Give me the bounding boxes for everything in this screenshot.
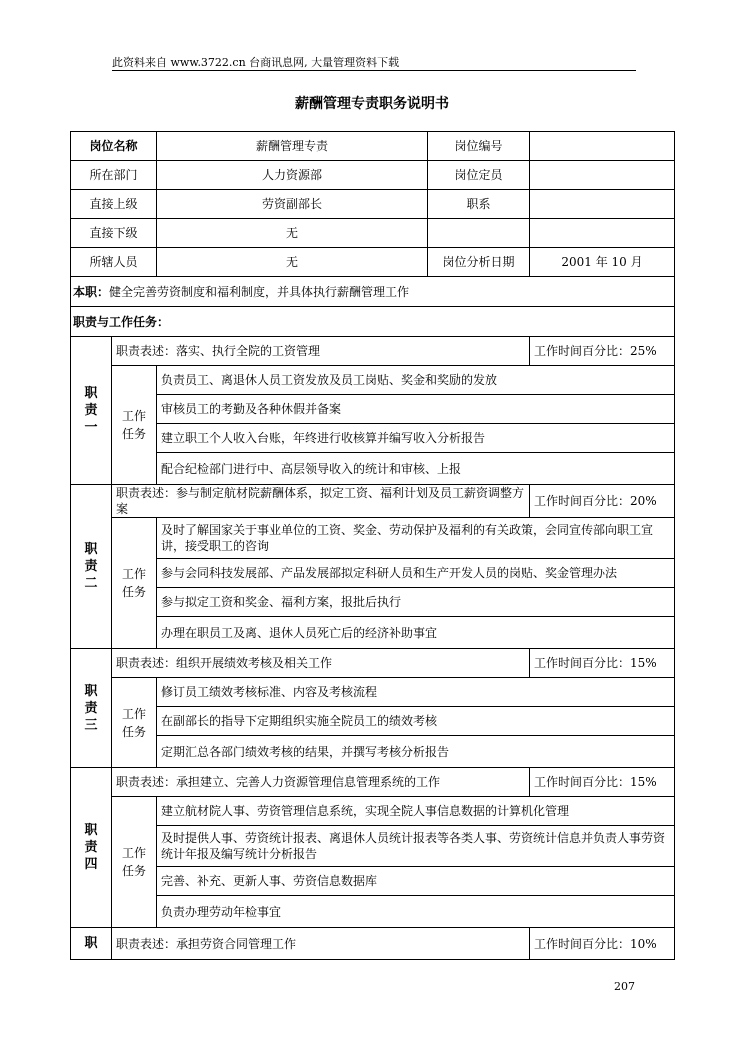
job-description-table — [70, 131, 675, 960]
duty-4-time-pct: 工作时间百分比：15% — [530, 768, 675, 797]
empty-cell — [428, 219, 530, 248]
duty-1-time-pct: 工作时间百分比：25% — [530, 337, 675, 366]
duty-2-task-3: 参与拟定工资和奖金、福利方案，报批后执行 — [157, 588, 675, 617]
duty-4-task-3: 完善、补充、更新人事、劳资信息数据库 — [157, 867, 675, 896]
duty-2-task-label: 工作 任务 — [112, 518, 157, 649]
analysis-date-value: 2001 年 10 月 — [530, 248, 675, 277]
duty-5-statement: 职责表述：承担劳资合同管理工作 — [112, 928, 530, 960]
duty-2-label: 职 责 二 — [71, 485, 112, 649]
duty-5-label: 职 — [71, 928, 112, 960]
document-title: 薪酬管理专责职务说明书 — [295, 96, 449, 112]
superior-label: 直接上级 — [71, 190, 157, 219]
duty-4-statement: 职责表述：承担建立、完善人力资源管理信息管理系统的工作 — [112, 768, 530, 797]
responsibilities-heading: 职责与工作任务： — [71, 307, 675, 337]
duty-3-task-2: 在副部长的指导下定期组织实施全院员工的绩效考核 — [157, 707, 675, 736]
duty-4-task-2: 及时提供人事、劳资统计报表、离退休人员统计报表等各类人事、劳资统计信息并负责人事劳资统计年报及编写统计分析报告 — [157, 826, 675, 867]
duty-1-task-4: 配合纪检部门进行中、高层领导收入的统计和审核、上报 — [157, 453, 675, 485]
duty-summary-row — [71, 277, 675, 307]
header-rule — [112, 70, 636, 71]
duty-2-task-2: 参与会同科技发展部、产品发展部拟定科研人员和生产开发人员的岗贴、奖金管理办法 — [157, 559, 675, 588]
subordinate-label: 直接下级 — [71, 219, 157, 248]
empty-cell — [530, 219, 675, 248]
post-no-label: 岗位编号 — [428, 132, 530, 161]
duty-1-task-2: 审核员工的考勤及各种休假并备案 — [157, 395, 675, 424]
duty-3-task-3: 定期汇总各部门绩效考核的结果，并撰写考核分析报告 — [157, 736, 675, 768]
series-value — [530, 190, 675, 219]
superior-value: 劳资副部长 — [157, 190, 428, 219]
duty-summary-label: 本职： — [73, 284, 110, 299]
quota-value — [530, 161, 675, 190]
duty-5-time-pct: 工作时间百分比：10% — [530, 928, 675, 960]
duty-2-task-4: 办理在职员工及离、退休人员死亡后的经济补助事宜 — [157, 617, 675, 649]
duty-1-label: 职 责 一 — [71, 337, 112, 485]
duty-1-task-1: 负责员工、离退休人员工资发放及员工岗贴、奖金和奖励的发放 — [157, 366, 675, 395]
duty-4-task-4: 负责办理劳动年检事宜 — [157, 896, 675, 928]
source-header: 此资料来自 www.3722.cn 台商讯息网, 大量管理资料下载 — [112, 56, 400, 69]
duty-3-time-pct: 工作时间百分比：15% — [530, 649, 675, 678]
post-name-value: 薪酬管理专责 — [157, 132, 428, 161]
post-no-value — [530, 132, 675, 161]
staff-label: 所辖人员 — [71, 248, 157, 277]
duty-summary-text: 健全完善劳资制度和福利制度，并具体执行薪酬管理工作 — [109, 284, 410, 299]
duty-3-label: 职 责 三 — [71, 649, 112, 768]
post-name-label: 岗位名称 — [71, 132, 157, 161]
duty-2-time-pct: 工作时间百分比：20% — [530, 485, 675, 518]
duty-3-task-1: 修订员工绩效考核标准、内容及考核流程 — [157, 678, 675, 707]
dept-value: 人力资源部 — [157, 161, 428, 190]
series-label: 职系 — [428, 190, 530, 219]
duty-3-statement: 职责表述：组织开展绩效考核及相关工作 — [112, 649, 530, 678]
dept-label: 所在部门 — [71, 161, 157, 190]
staff-value: 无 — [157, 248, 428, 277]
duty-4-label: 职 责 四 — [71, 768, 112, 928]
duty-1-task-3: 建立职工个人收入台账，年终进行收核算并编写收入分析报告 — [157, 424, 675, 453]
duty-4-task-1: 建立航材院人事、劳资管理信息系统，实现全院人事信息数据的计算机化管理 — [157, 797, 675, 826]
duty-1-task-label: 工作 任务 — [112, 366, 157, 485]
duty-3-task-label: 工作 任务 — [112, 678, 157, 768]
duty-2-statement: 职责表述：参与制定航材院薪酬体系，拟定工资、福利计划及员工薪资调整方案 — [112, 485, 530, 518]
page-number: 207 — [614, 980, 635, 993]
quota-label: 岗位定员 — [428, 161, 530, 190]
duty-4-task-label: 工作 任务 — [112, 797, 157, 928]
duty-2-task-1: 及时了解国家关于事业单位的工资、奖金、劳动保护及福利的有关政策，会同宣传部向职工宣讲，接受职工的咨询 — [157, 518, 675, 559]
duty-1-statement: 职责表述：落实、执行全院的工资管理 — [112, 337, 530, 366]
analysis-date-label: 岗位分析日期 — [428, 248, 530, 277]
subordinate-value: 无 — [157, 219, 428, 248]
